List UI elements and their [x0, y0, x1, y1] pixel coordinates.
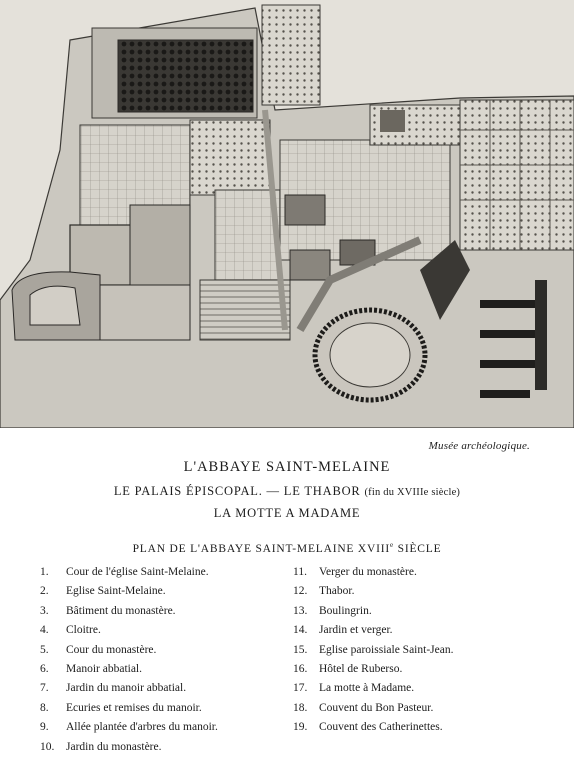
- legend-label: Eglise Saint-Melaine.: [66, 585, 166, 598]
- legend-number: 8.: [40, 701, 49, 714]
- legend-item: [293, 563, 453, 582]
- image-credit: Musée archéologique.: [428, 440, 530, 452]
- legend-item: [293, 718, 453, 737]
- legend-item: [40, 621, 218, 640]
- legend-number: 14.: [293, 624, 308, 637]
- plan-heading-sup: e: [390, 541, 394, 549]
- legend-label: Couvent des Catherinettes.: [319, 721, 443, 734]
- legend-label: Manoir abbatial.: [66, 662, 143, 675]
- legend-label: Bâtiment du monastère.: [66, 604, 176, 617]
- caption-subtitle-note: (fin du XVIIIe siècle): [364, 487, 461, 498]
- legend-number: 11.: [293, 566, 307, 578]
- legend-label: Hôtel de Ruberso.: [319, 662, 403, 675]
- legend-item: [293, 602, 453, 621]
- legend-label: Verger du monastère.: [319, 566, 417, 578]
- plan-heading: [0, 541, 574, 555]
- caption-subtitle: [0, 484, 574, 499]
- legend-label: Eglise paroissiale Saint-Jean.: [319, 643, 454, 656]
- legend-number: 18.: [293, 701, 308, 714]
- legend-item: [293, 679, 453, 698]
- legend-number: 19.: [293, 721, 308, 734]
- legend-item: [40, 699, 218, 718]
- legend-label: Ecuries et remises du manoir.: [66, 701, 202, 714]
- legend-item: [293, 641, 453, 660]
- legend-item: [40, 660, 218, 679]
- legend-label: Cour du monastère.: [66, 643, 157, 656]
- legend-label: Thabor.: [319, 585, 355, 598]
- legend-number: 15.: [293, 643, 308, 656]
- legend-number: 10.: [40, 740, 55, 753]
- legend-number: 1.: [40, 566, 49, 578]
- legend-label: Allée plantée d'arbres du manoir.: [66, 721, 218, 734]
- legend-item: [293, 621, 453, 640]
- legend-item: [293, 660, 453, 679]
- legend-label: Jardin du monastère.: [66, 740, 162, 753]
- legend-item: [40, 641, 218, 660]
- caption-subtitle-main: LE PALAIS ÉPISCOPAL. — LE THABOR: [113, 484, 361, 498]
- legend-item: [40, 563, 218, 582]
- legend-number: 5.: [40, 643, 49, 656]
- legend-label: Boulingrin.: [319, 604, 372, 617]
- plan-heading-end: SIÈCLE: [393, 542, 442, 555]
- legend-label: Jardin et verger.: [319, 624, 393, 637]
- legend-label: Jardin du manoir abbatial.: [66, 682, 187, 695]
- legend-item: [40, 738, 218, 757]
- legend-number: 6.: [40, 662, 49, 675]
- legend-label: La motte à Madame.: [319, 682, 415, 695]
- legend-number: 2.: [40, 585, 49, 598]
- legend-number: 3.: [40, 604, 49, 617]
- legend-label: Couvent du Bon Pasteur.: [319, 701, 434, 714]
- legend-left-column: [40, 563, 218, 757]
- legend-right-column: [293, 563, 453, 738]
- legend-item: [293, 582, 453, 601]
- legend-label: Cour de l'église Saint-Melaine.: [66, 566, 209, 578]
- legend-number: 9.: [40, 721, 49, 734]
- legend-number: 16.: [293, 662, 308, 675]
- legend-item: [40, 718, 218, 737]
- legend-label: Cloitre.: [66, 624, 101, 637]
- caption-subtitle-line2: LA MOTTE A MADAME: [213, 506, 361, 520]
- plan-heading-main: PLAN DE L'ABBAYE SAINT-MELAINE XVIII: [132, 542, 391, 555]
- caption-title: L'ABBAYE SAINT-MELAINE: [183, 459, 391, 475]
- legend-number: 12.: [293, 585, 308, 598]
- legend-number: 7.: [40, 682, 49, 695]
- legend-number: 13.: [293, 604, 308, 617]
- legend-item: [293, 699, 453, 718]
- legend-item: [40, 602, 218, 621]
- legend-number: 17.: [293, 682, 308, 695]
- legend-item: [40, 679, 218, 698]
- legend-item: [40, 582, 218, 601]
- legend-number: 4.: [40, 624, 49, 637]
